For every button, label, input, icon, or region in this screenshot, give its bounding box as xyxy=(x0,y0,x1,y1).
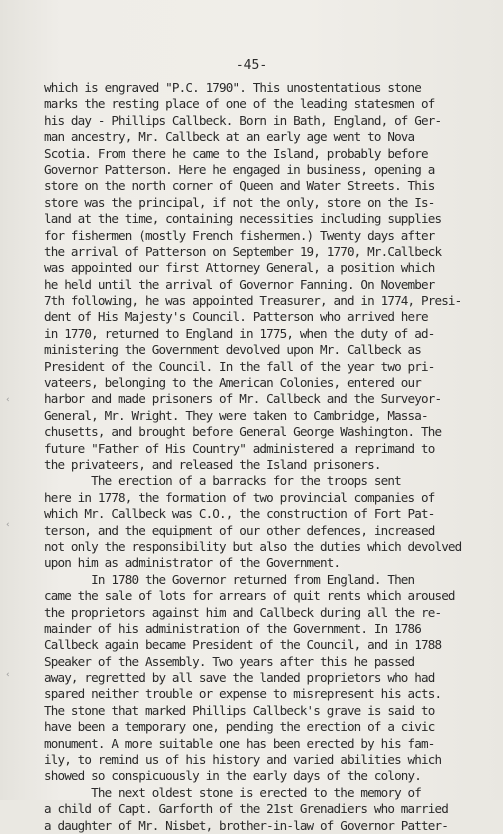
margin-mark: ‹ xyxy=(6,395,10,405)
margin-mark: ‹ xyxy=(6,670,10,680)
text-line: harbor and made prisoners of Mr. Callbeck and the Surveyor- xyxy=(44,391,442,407)
text-line: away, regretted by all save the landed proprietors who had xyxy=(44,670,435,686)
text-line: here in 1778, the formation of two provincial companies of xyxy=(44,489,435,505)
text-line: spared neither trouble or expense to misrepresent his acts. xyxy=(44,686,442,702)
text-line: ministering the Government devolved upon Mr. Callbeck as xyxy=(44,342,421,358)
text-line: store was the principal, if not the only, store on the Is- xyxy=(44,194,435,210)
text-line: he held until the arrival of Governor Fanning. On November xyxy=(44,276,435,292)
text-line: dent of His Majesty's Council. Patterson who arrived here xyxy=(44,309,428,325)
text-line: the arrival of Patterson on September 19, 1770, Mr.Callbeck xyxy=(44,243,442,259)
text-line: have been a temporary one, pending the erection of a civic xyxy=(44,719,435,735)
text-line: chusetts, and brought before General George Washington. The xyxy=(44,424,442,440)
text-line: The next oldest stone is erected to the memory of xyxy=(44,784,421,800)
text-line: ily, to remind us of his history and varied abilities which xyxy=(44,752,442,768)
page-number: -45- xyxy=(235,58,268,73)
text-line: Speaker of the Assembly. Two years after this he passed xyxy=(44,653,415,669)
text-line: for fishermen (mostly French fishermen.) Twenty days after xyxy=(44,227,435,243)
text-line: came the sale of lots for arrears of quit rents which aroused xyxy=(44,588,455,604)
text-line: was appointed our first Attorney General, a position which xyxy=(44,260,435,276)
text-line: the privateers, and released the Island prisoners. xyxy=(44,456,381,472)
text-line: a child of Capt. Garforth of the 21st Grenadiers who married xyxy=(44,801,448,817)
text-line: future "Father of His Country" administered a reprimand to xyxy=(44,440,435,456)
text-line: not only the responsibility but also the duties which devolved xyxy=(44,538,462,554)
text-line: land at the time, containing necessities including supplies xyxy=(44,211,442,227)
body-text xyxy=(44,80,503,834)
text-line: terson, and the equipment of our other defences, increased xyxy=(44,522,435,538)
text-line: showed so conspicuously in the early days of the colony. xyxy=(44,768,421,784)
text-line: monument. A more suitable one has been erected by his fam- xyxy=(44,735,435,751)
text-line: in 1770, returned to England in 1775, when the duty of ad- xyxy=(44,325,435,341)
text-line: The stone that marked Phillips Callbeck's grave is said to xyxy=(44,702,435,718)
text-line: the proprietors against him and Callbeck during all the re- xyxy=(44,604,442,620)
text-line: vateers, belonging to the American Colonies, entered our xyxy=(44,375,421,391)
text-line: marks the resting place of one of the leading statesmen of xyxy=(44,96,435,112)
text-line: which is engraved "P.C. 1790". This unostentatious stone xyxy=(44,80,421,95)
text-line: upon him as administrator of the Government. xyxy=(44,555,341,571)
text-line: Scotia. From there he came to the Island, probably before xyxy=(44,145,428,161)
text-line: which Mr. Callbeck was C.O., the construction of Fort Pat- xyxy=(44,506,435,522)
text-line: 7th following, he was appointed Treasurer, and in 1774, Presi- xyxy=(44,293,462,309)
text-line: In 1780 the Governor returned from England. Then xyxy=(44,571,415,587)
text-line: General, Mr. Wright. They were taken to Cambridge, Massa- xyxy=(44,407,428,423)
text-line: man ancestry, Mr. Callbeck at an early age went to Nova xyxy=(44,129,415,145)
text-line: Governor Patterson. Here he engaged in business, opening a xyxy=(44,161,435,177)
text-line: Callbeck again became President of the Council, and in 1788 xyxy=(44,637,442,653)
text-line: The erection of a barracks for the troops sent xyxy=(44,473,401,489)
text-line: his day - Phillips Callbeck. Born in Bath, England, of Ger- xyxy=(44,112,442,128)
text-line: store on the north corner of Queen and Water Streets. This xyxy=(44,178,435,194)
margin-mark: ‹ xyxy=(6,520,10,530)
text-line: President of the Council. In the fall of the year two pri- xyxy=(44,358,435,374)
text-line: mainder of his administration of the Government. In 1786 xyxy=(44,620,421,636)
text-line: a daughter of Mr. Nisbet, brother-in-law of Governor Patter- xyxy=(44,817,448,833)
